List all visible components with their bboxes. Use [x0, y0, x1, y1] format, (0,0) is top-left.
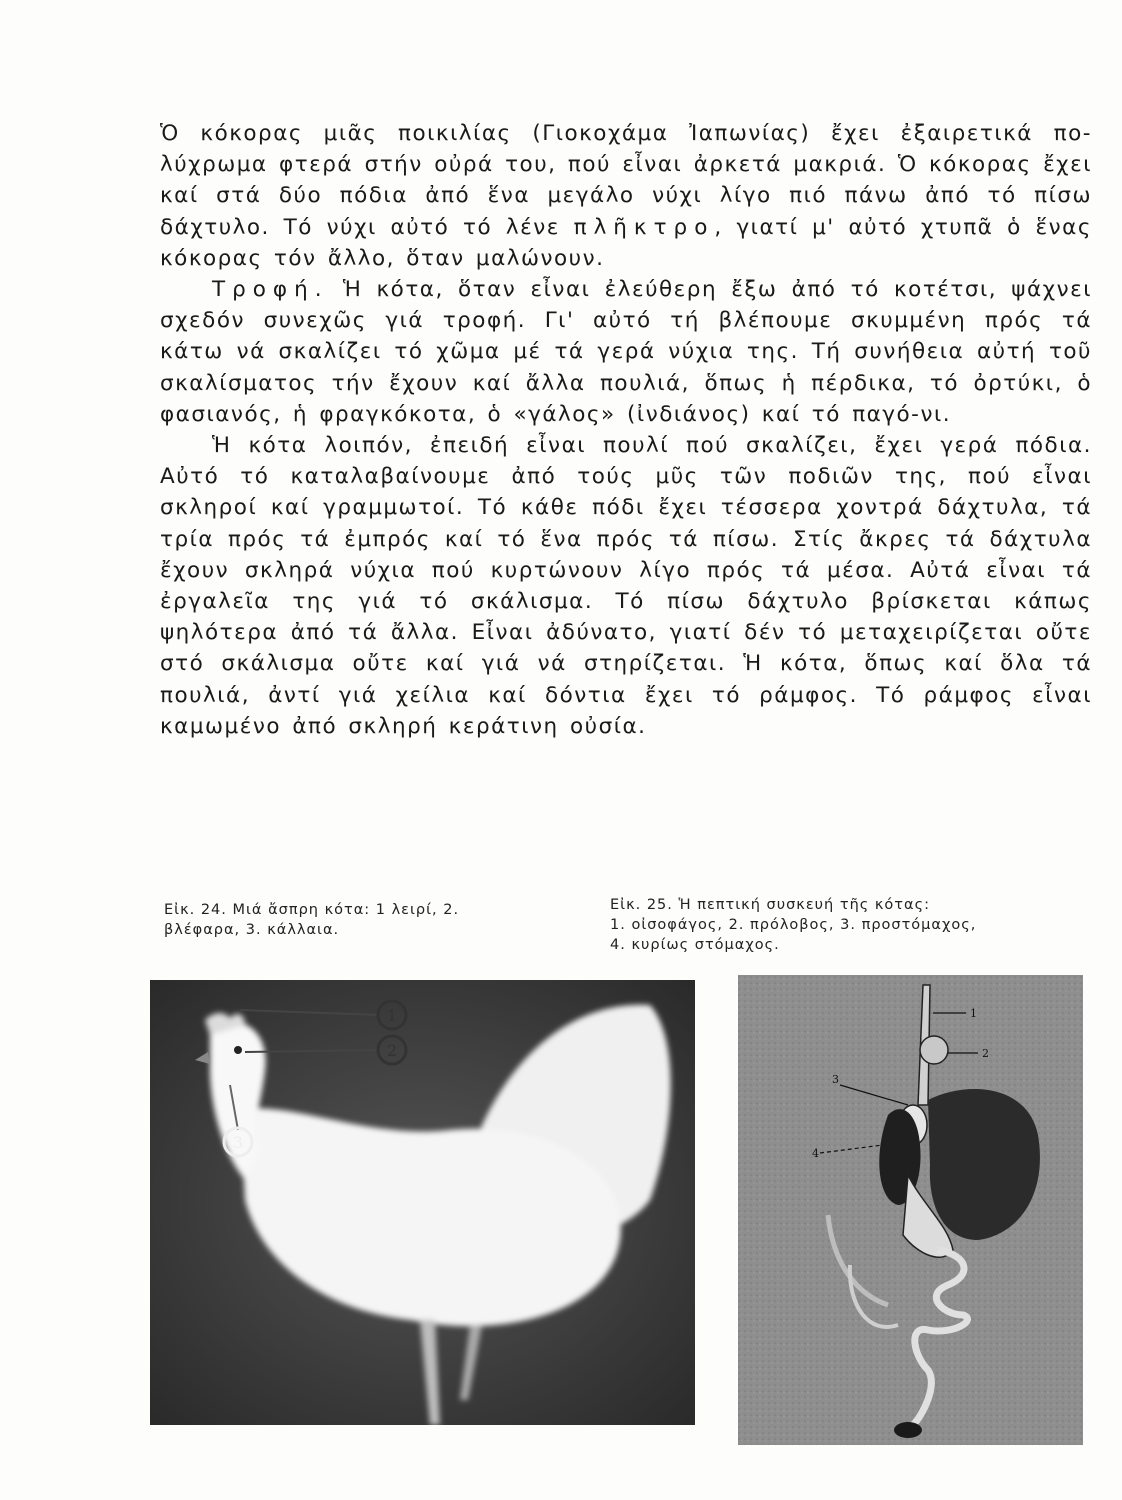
rooster-line-5: ὁ ἕνας κόκορας τόν ἄλλο, ὅταν μαλώνουν. — [160, 214, 1092, 271]
svg-text:3: 3 — [232, 1133, 244, 1152]
figure-25-caption — [610, 895, 1100, 955]
spaced-term: πλῆκτρο — [573, 214, 715, 240]
paragraph-food — [160, 274, 1092, 430]
figure-24-caption-line-1: Εἰκ. 24. Μιά ἄσπρη κότα: 1 λειρί, 2. — [164, 902, 460, 918]
feet-text: Ἡ κότα λοιπόν, ἐπειδή εἶναι πουλί πού σκαλίζει, ἔχει γερά πόδια. Αὐτό τό καταλαβαίνουμε ἀπό τούς μῦς τῶν ποδιῶν της, πού εἶναι σκληροί καί γραμμωτοί. Τό κάθε πόδι ἔχει τέσσερα χοντρά δάχτυλα, τά τρία πρός τά ἐμπρός καί τό ἕνα πρός τά πίσω. Στίς ἄκρες τά δάχτυλα ἔχουν σκληρά νύχια πού κυρτώνουν λίγο πρός τά μέσα. Αὐτά εἶναι τά ἐργαλεῖα της γιά τό σκάλισμα. Τό πίσω δάχτυλο βρίσκεται κάπως ψηλότερα ἀπό τά ἄλλα. Εἶναι ἀδύνατο, γιατί δέν τό μεταχειρίζεται οὔτε στό σκάλισμα οὔτε καί γιά νά στηρίζεται. Ἡ κότα, ὅπως καί ὅλα τά πουλιά, ἀντί γιά χείλια καί δόντια ἔχει τό ράμφος. Τό ράμφος εἶναι καμωμένο ἀπό σκληρή κεράτινη οὐσία. — [160, 433, 1092, 739]
figure-25-caption-line-1: Εἰκ. 25. Ἡ πεπτική συσκευή τῆς κότας: — [610, 897, 930, 913]
diagram-label-3: 3 — [832, 1073, 839, 1086]
digestive-system-illustration — [738, 975, 1083, 1445]
diagram-label-2: 2 — [982, 1047, 989, 1060]
cloaca — [894, 1422, 922, 1438]
rooster-line-4: πίσω δάχτυλο. Τό νύχι αὐτό τό λένε — [160, 183, 1092, 240]
body-text — [160, 118, 1092, 742]
figure-25-caption-line-3: 4. κυρίως στόμαχος. — [610, 937, 780, 953]
rooster-line-2: λύχρωμα φτερά στήν οὐρά του, πού εἶναι ἀρκετά μακριά. Ὁ κόκορας — [160, 152, 1032, 178]
hen-illustration — [150, 980, 695, 1425]
svg-text:2: 2 — [386, 1041, 398, 1060]
after-term: , γιατί μ' αὐτό χτυπᾶ — [714, 214, 994, 240]
diagram-label-1: 1 — [970, 1007, 977, 1020]
paragraph-feet — [160, 430, 1092, 742]
diagram-label-4: 4 — [812, 1147, 819, 1160]
crop — [920, 1036, 948, 1064]
figure-25-caption-line-2: 1. οἰσοφάγος, 2. πρόλοβος, 3. προστόμαχος, — [610, 917, 977, 933]
svg-text:1: 1 — [386, 1006, 398, 1025]
figure-24-caption — [164, 900, 564, 940]
digestive-system-diagram — [738, 975, 1083, 1445]
rooster-line-3: ἔχει καί στά δύο πόδια ἀπό ἕνα μεγάλο νύχι λίγο πιό πάνω ἀπό τό — [160, 152, 1092, 209]
rooster-line-1: Ὁ κόκορας μιᾶς ποικιλίας (Γιοκοχάμα Ἰαπωνίας) ἔχει ἐξαιρετικά πο- — [160, 121, 1092, 146]
paragraph-rooster — [160, 118, 1092, 274]
white-hen-photo — [150, 980, 695, 1425]
hen-eye — [234, 1046, 242, 1054]
section-heading-food: Τροφή. — [212, 277, 329, 303]
food-text: Ἡ κότα, ὅταν εἶναι ἐλεύθερη ἔξω ἀπό τό κοτέτσι, ψάχνει σχεδόν συνεχῶς γιά τροφή. Γι' αὐτό τή βλέπουμε σκυμμένη πρός τά κάτω νά σκαλίζει τό χῶμα μέ τά γερά νύχια της. Τή συνήθεια αὐτή τοῦ σκαλίσματος τήν ἔχουν καί ἄλλα πουλιά, ὅπως ἡ πέρδικα, τό ὀρτύκι, ὁ φασιανός, ἡ φραγκόκοτα, ὁ «γάλος» (ἰνδιάνος) καί τό παγό-νι. — [160, 277, 1092, 427]
figure-24-caption-line-2: βλέφαρα, 3. κάλλαια. — [164, 922, 340, 938]
